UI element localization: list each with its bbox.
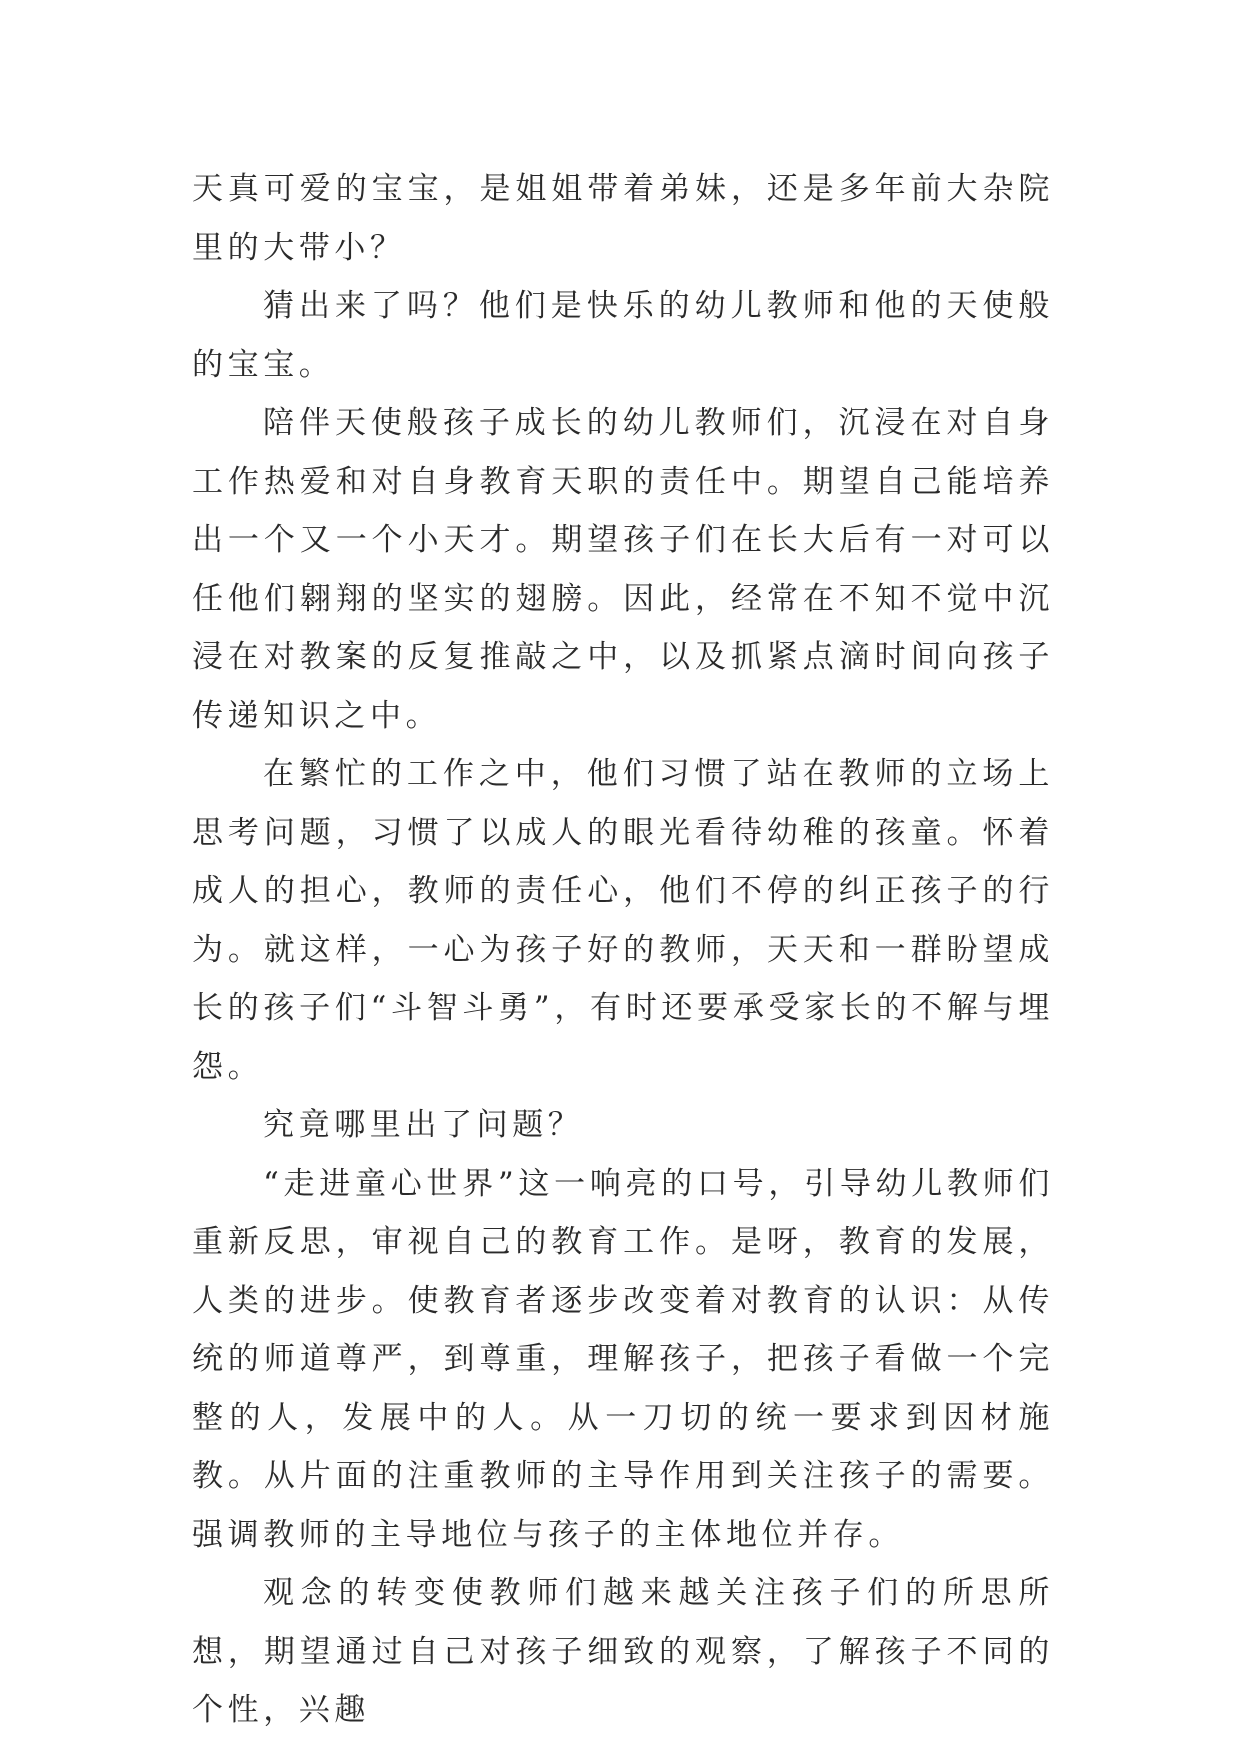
paragraph-6: “走进童心世界”这一响亮的口号，引导幼儿教师们重新反思，审视自己的教育工作。是呀，教育的发展，人类的进步。使教育者逐步改变着对教育的认识：从传统的师道尊严，到尊重，理解孩子，把孩子看做一个完整的人，发展中的人。从一刀切的统一要求到因材施教。从片面的注重教师的主导作用到关注孩子的需要。强调教师的主导地位与孩子的主体地位并存。 — [192, 1165, 1054, 1553]
document-body — [192, 160, 1054, 1740]
paragraph-5: 究竟哪里出了问题？ — [263, 1107, 584, 1143]
paragraph-3: 陪伴天使般孩子成长的幼儿教师们，沉浸在对自身工作热爱和对自身教育天职的责任中。期望自己能培养出一个又一个小天才。期望孩子们在长大后有一对可以任他们翱翔的坚实的翅膀。因此，经常在不知不觉中沉浸在对教案的反复推敲之中，以及抓紧点滴时间向孩子传递知识之中。 — [192, 405, 1054, 734]
paragraph-4: 在繁忙的工作之中，他们习惯了站在教师的立场上思考问题，习惯了以成人的眼光看待幼稚的孩童。怀着成人的担心，教师的责任心，他们不停的纠正孩子的行为。就这样，一心为孩子好的教师，天天和一群盼望成长的孩子们“斗智斗勇”，有时还要承受家长的不解与埋怨。 — [192, 756, 1054, 1085]
paragraph-1: 天真可爱的宝宝，是姐姐带着弟妹，还是多年前大杂院里的大带小？ — [192, 171, 1054, 266]
paragraph-2: 猜出来了吗？他们是快乐的幼儿教师和他的天使般的宝宝。 — [192, 288, 1054, 383]
paragraph-7: 观念的转变使教师们越来越关注孩子们的所思所想，期望通过自己对孩子细致的观察，了解孩子不同的个性，兴趣 — [192, 1575, 1054, 1728]
